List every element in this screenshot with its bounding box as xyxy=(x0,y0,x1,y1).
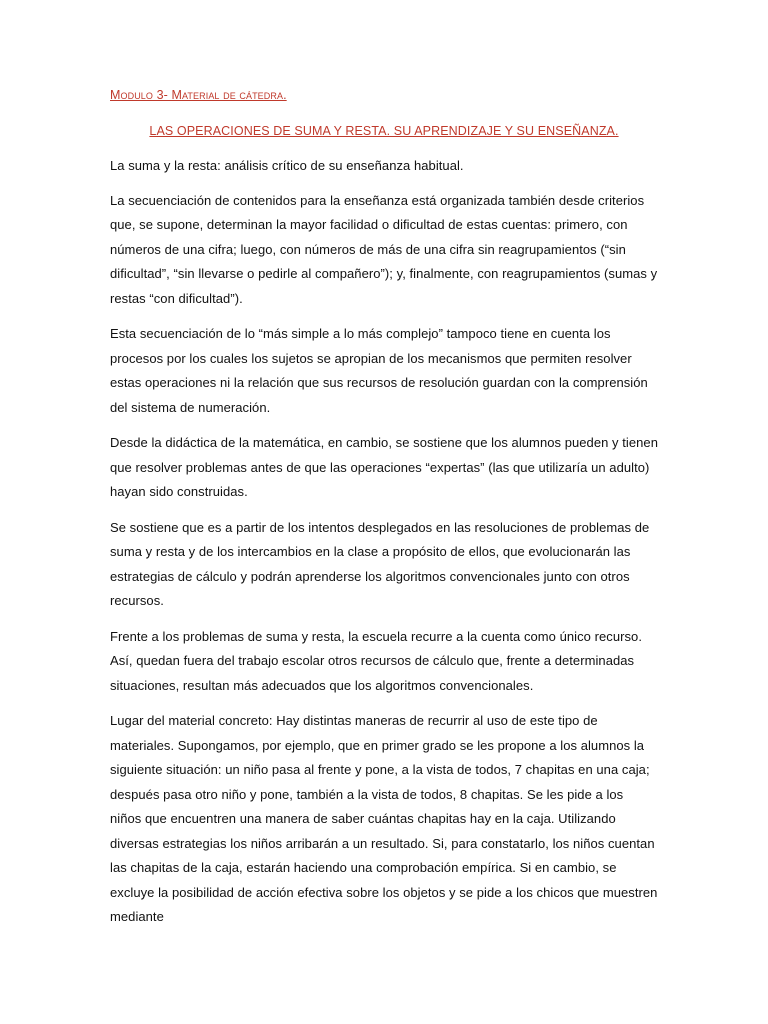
paragraph: Se sostiene que es a partir de los intentos desplegados en las resoluciones de problemas de suma y resta y de los intercambios en la clase a propósito de ellos, que evolucionarán las estrategias de cálculo y podrán aprenderse los algoritmos convencionales junto con otros recursos. xyxy=(110,519,650,608)
paragraph: Lugar del material concreto: Hay distintas maneras de recurrir al uso de este tipo de materiales. Supongamos, por ejemplo, que en primer grado se les propone a los alumnos la siguiente situación: un niño pasa al frente y pone, a la vista de todos, 7 chapitas en una caja; después pasa otro niño y pone, también a la vista de todos, 8 chapitas. Se les pide a los niños que encuentren una manera de saber cuántas chapitas hay en la caja. Utilizando diversas estrategias los niños arribarán a un resultado. Si, para constatarlo, los niños cuentan las chapitas de la caja, estarán haciendo una comprobación empírica. Si en cambio, se excluye la posibilidad de acción efectiva sobre los objetos y se pide a los chicos que muestren mediante xyxy=(110,713,658,924)
document-title: LAS OPERACIONES DE SUMA Y RESTA. SU APRENDIZAJE Y SU ENSEÑANZA. xyxy=(149,124,619,138)
paragraph: Desde la didáctica de la matemática, en cambio, se sostiene que los alumnos pueden y tienen que resolver problemas antes de que las operaciones “expertas” (las que utilizaría un adulto) hayan sido construidas. xyxy=(110,435,658,499)
paragraph-subtitle: La suma y la resta: análisis crítico de su enseñanza habitual. xyxy=(110,158,464,173)
paragraph: Frente a los problemas de suma y resta, la escuela recurre a la cuenta como único recurso. Así, quedan fuera del trabajo escolar otros recursos de cálculo que, frente a determinadas situaciones, resultan más adecuados que los algoritmos convencionales. xyxy=(110,628,642,693)
module-heading: Modulo 3- Material de cátedra. xyxy=(110,88,287,102)
paragraph: Esta secuenciación de lo “más simple a lo más complejo” tampoco tiene en cuenta los procesos por los cuales los sujetos se apropian de los mecanismos que permiten resolver estas operaciones ni la relación que sus recursos de resolución guardan con la comprensión del sistema de numeración. xyxy=(110,326,648,415)
paragraph: La secuenciación de contenidos para la enseñanza está organizada también desde criterios que, se supone, determinan la mayor facilidad o dificultad de estas cuentas: primero, con números de una cifra; luego, con números de más de una cifra sin reagrupamientos (“sin dificultad”, “sin llevarse o pedirle al compañero”); y, finalmente, con reagrupamientos (sumas y restas “con dificultad”). xyxy=(110,192,658,306)
document-body xyxy=(110,86,658,941)
